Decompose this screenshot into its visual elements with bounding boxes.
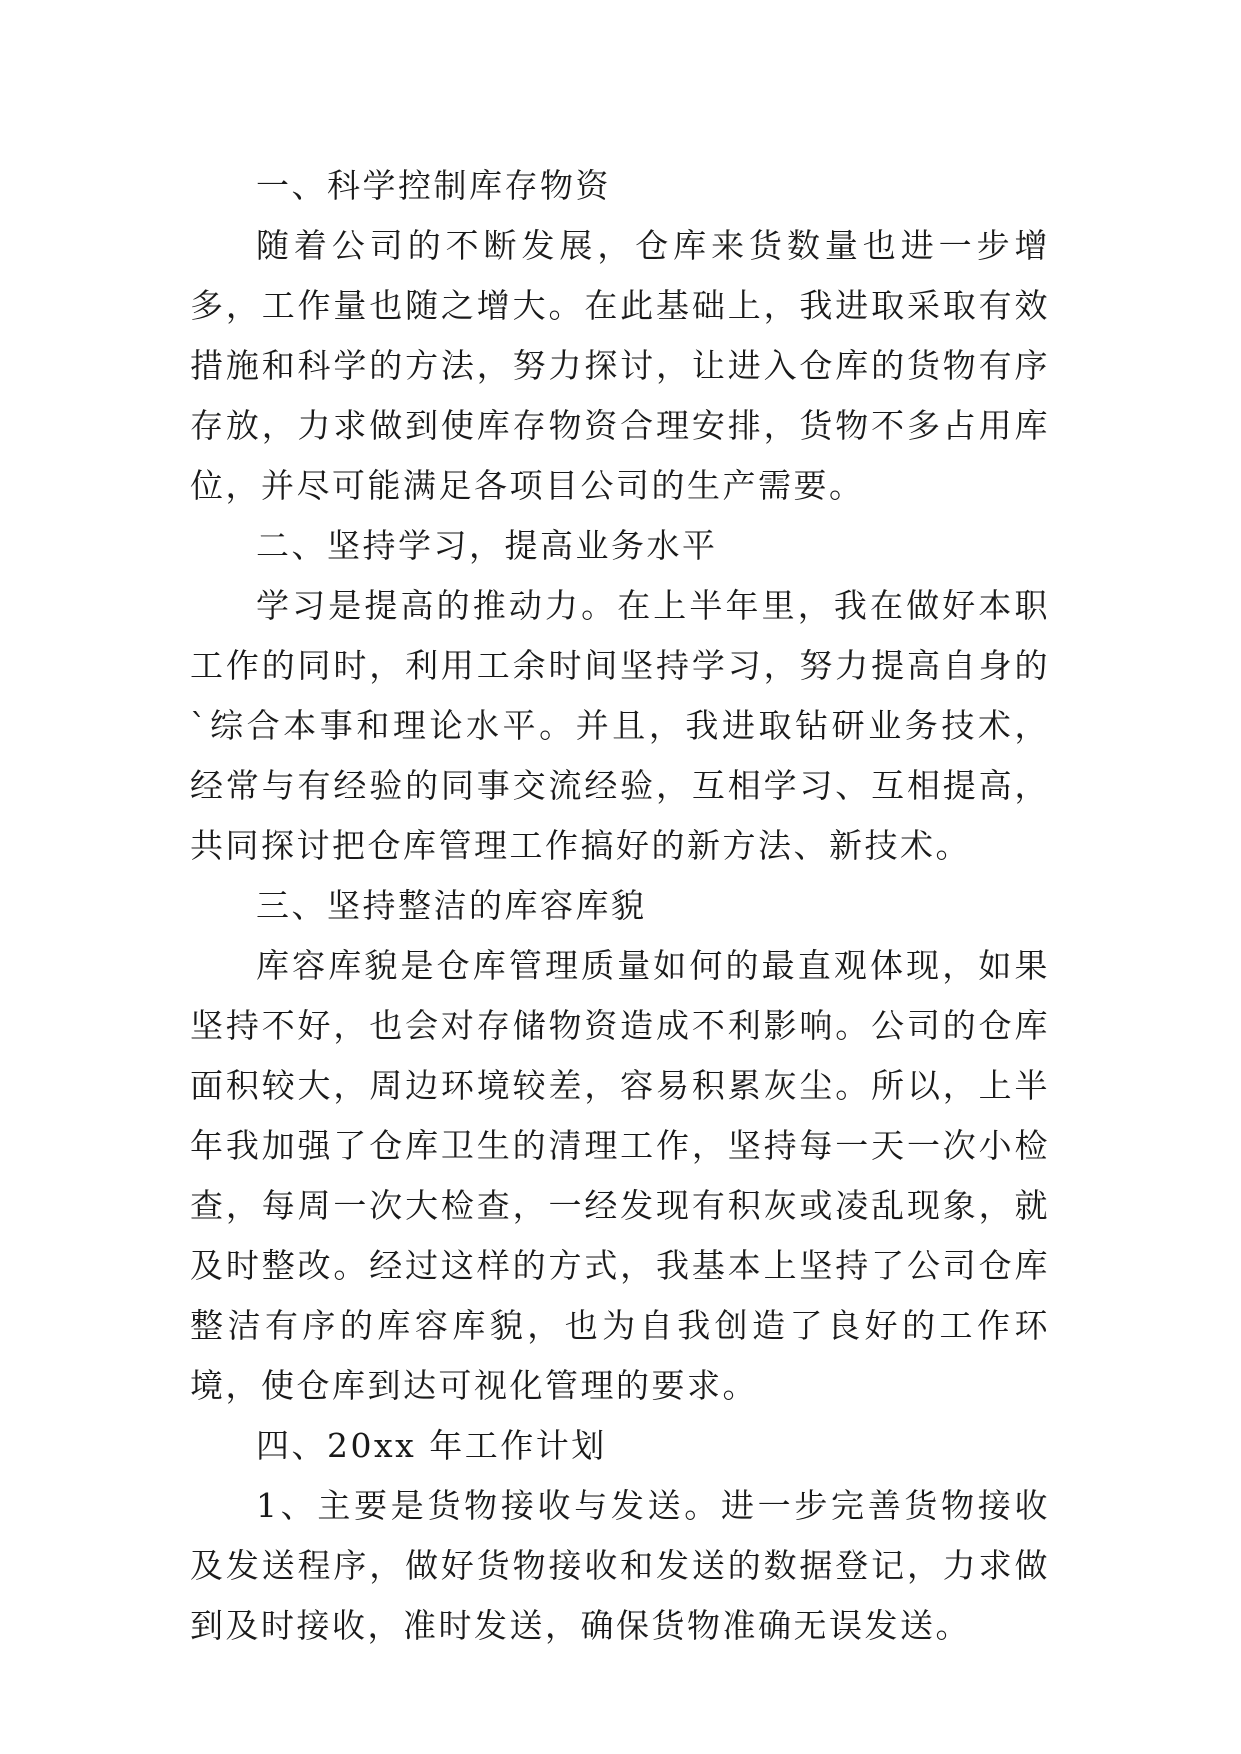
section-heading-4: 四、20xx 年工作计划 <box>256 1426 607 1465</box>
section-paragraph-4: 1、主要是货物接收与发送。进一步完善货物接收及发送程序，做好货物接收和发送的数据登记，力求做到及时接收，准时发送，确保货物准确无误发送。 <box>190 1486 1050 1645</box>
document-body <box>190 156 1050 1656</box>
section-heading-3: 三、坚持整洁的库容库貌 <box>256 886 647 925</box>
section-paragraph-1: 随着公司的不断发展，仓库来货数量也进一步增多，工作量也随之增大。在此基础上，我进取采取有效措施和科学的方法，努力探讨，让进入仓库的货物有序存放，力求做到使库存物资合理安排，货物不多占用库位，并尽可能满足各项目公司的生产需要。 <box>190 226 1050 505</box>
section-paragraph-3: 库容库貌是仓库管理质量如何的最直观体现，如果坚持不好，也会对存储物资造成不利影响。公司的仓库面积较大，周边环境较差，容易积累灰尘。所以，上半年我加强了仓库卫生的清理工作，坚持每一天一次小检查，每周一次大检查，一经发现有积灰或凌乱现象，就及时整改。经过这样的方式，我基本上坚持了公司仓库整洁有序的库容库貌，也为自我创造了良好的工作环境，使仓库到达可视化管理的要求。 <box>190 946 1050 1405</box>
section-paragraph-2: 学习是提高的推动力。在上半年里，我在做好本职工作的同时，利用工余时间坚持学习，努力提高自身的`综合本事和理论水平。并且，我进取钻研业务技术，经常与有经验的同事交流经验，互相学习、互相提高，共同探讨把仓库管理工作搞好的新方法、新技术。 <box>190 586 1050 865</box>
section-heading-2: 二、坚持学习，提高业务水平 <box>256 526 718 565</box>
section-heading-1: 一、科学控制库存物资 <box>256 166 611 205</box>
